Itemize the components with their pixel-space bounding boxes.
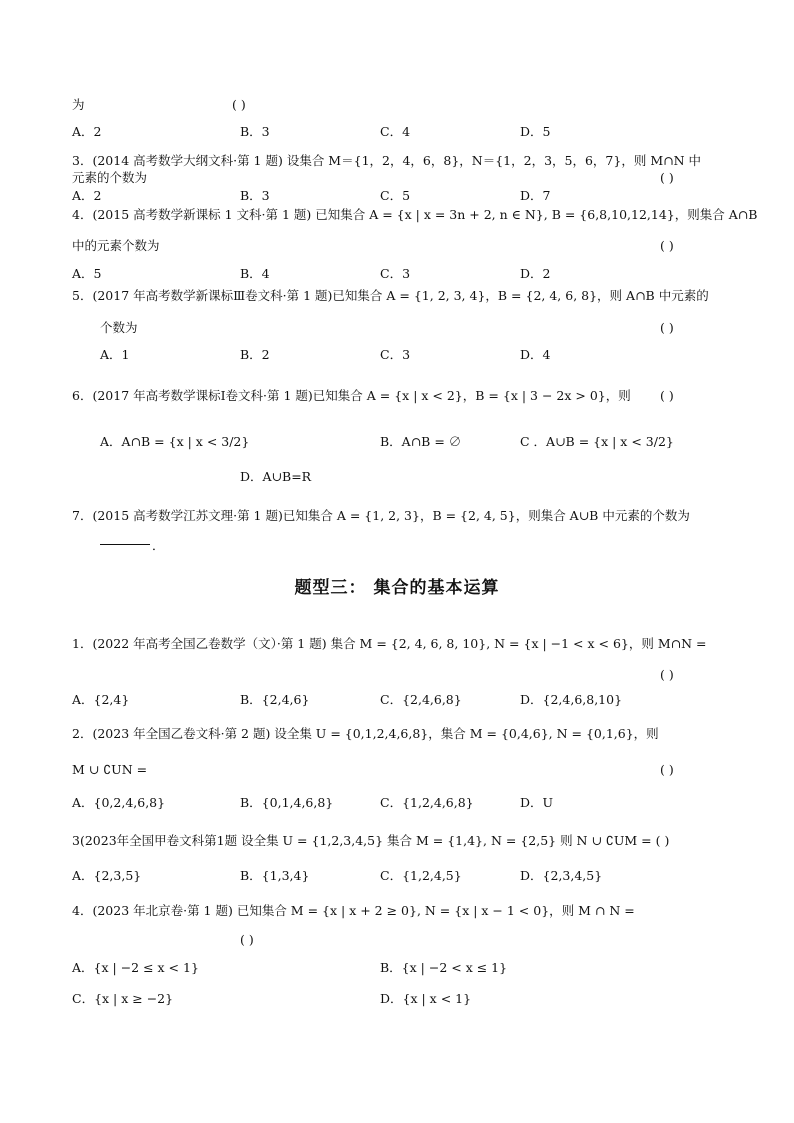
question-3: 3．(2014 高考数学大纲文科·第 1 题) 设集合 M＝{1，2，4，6，8}，N＝{1，2，3，5，6，7}，则 M∩N 中	[72, 153, 701, 168]
question-3-cont: 元素的个数为	[72, 170, 148, 185]
option-c: C．3	[380, 347, 411, 362]
answer-paren: ( )	[660, 170, 674, 185]
option-b: B．{1,3,4}	[240, 868, 310, 883]
option-b: B．{2,4,6}	[240, 692, 310, 707]
option-d: D．5	[520, 124, 551, 139]
option-c: C ．A∪B = {x | x < 3/2}	[520, 434, 674, 449]
option-a: A．1	[100, 347, 130, 362]
option-c: C．{2,4,6,8}	[380, 692, 462, 707]
question-3: 3(2023年全国甲卷文科第1题 设全集 U = {1,2,3,4,5} 集合 M = {1,4}, N = {2,5} 则 N ∪ ∁UM = ( )	[72, 833, 670, 848]
answer-paren: ( )	[660, 238, 674, 253]
section-title: 题型三： 集合的基本运算	[294, 578, 500, 598]
question-4-cont: 中的元素个数为	[72, 238, 160, 253]
option-a: A．{2,4}	[72, 692, 130, 707]
question-text: 为	[72, 97, 85, 112]
option-c: C．{1,2,4,6,8}	[380, 795, 474, 810]
fill-in-blank	[100, 543, 150, 545]
question-5-cont: 个数为	[100, 320, 138, 335]
option-c: C．3	[380, 266, 411, 281]
option-a: A．{x | −2 ≤ x < 1}	[72, 960, 199, 975]
option-a: A．{2,3,5}	[72, 868, 142, 883]
option-c: C．{1,2,4,5}	[380, 868, 462, 883]
question-6: 6．(2017 年高考数学课标Ⅰ卷文科·第 1 题)已知集合 A = {x | x < 2}，B = {x | 3 − 2x > 0}，则	[72, 388, 631, 403]
answer-paren: ( )	[660, 388, 674, 403]
option-d: D．U	[520, 795, 554, 810]
option-c: C．{x | x ≥ −2}	[72, 991, 174, 1006]
option-a: A．2	[72, 188, 102, 203]
question-2: 2．(2023 年全国乙卷文科·第 2 题) 设全集 U = {0,1,2,4,6,8}，集合 M = {0,4,6}, N = {0,1,6}，则	[72, 726, 659, 741]
option-a: A．5	[72, 266, 102, 281]
question-5: 5．(2017 年高考数学新课标Ⅲ卷文科·第 1 题)已知集合 A = {1, 2, 3, 4}，B = {2, 4, 6, 8}，则 A∩B 中元素的	[72, 288, 709, 303]
answer-paren: ( )	[240, 932, 254, 947]
sentence-end: ．	[152, 538, 165, 553]
question-2-cont: M ∪ ∁UN =	[72, 762, 148, 777]
question-4: 4．(2015 高考数学新课标 1 文科·第 1 题) 已知集合 A = {x | x = 3n + 2, n ∈ N}, B = {6,8,10,12,14}，则集合 A∩B	[72, 207, 758, 222]
option-b: B．A∩B = ∅	[380, 434, 462, 449]
option-d: D．A∪B=R	[240, 469, 312, 484]
answer-paren: ( )	[660, 762, 674, 777]
option-c: C．4	[380, 124, 411, 139]
option-d: D．4	[520, 347, 551, 362]
option-b: B．4	[240, 266, 270, 281]
answer-paren: ( )	[232, 97, 246, 112]
option-b: B．3	[240, 188, 270, 203]
question-1: 1．(2022 年高考全国乙卷数学（文）·第 1 题) 集合 M = {2, 4, 6, 8, 10}, N = {x | −1 < x < 6}，则 M∩N =	[72, 636, 707, 651]
option-a: A．2	[72, 124, 102, 139]
option-d: D．2	[520, 266, 551, 281]
option-a: A．{0,2,4,6,8}	[72, 795, 166, 810]
option-c: C．5	[380, 188, 411, 203]
option-b: B．3	[240, 124, 270, 139]
option-d: D．{2,3,4,5}	[520, 868, 603, 883]
answer-paren: ( )	[660, 667, 674, 682]
option-d: D．7	[520, 188, 551, 203]
question-4: 4．(2023 年北京卷·第 1 题) 已知集合 M = {x | x + 2 ≥ 0}, N = {x | x − 1 < 0}，则 M ∩ N =	[72, 903, 635, 918]
option-b: B．{0,1,4,6,8}	[240, 795, 334, 810]
option-d: D．{2,4,6,8,10}	[520, 692, 623, 707]
answer-paren: ( )	[660, 320, 674, 335]
question-7: 7．(2015 高考数学江苏文理·第 1 题)已知集合 A = {1, 2, 3}，B = {2, 4, 5}，则集合 A∪B 中元素的个数为	[72, 508, 690, 523]
option-b: B．2	[240, 347, 270, 362]
option-d: D．{x | x < 1}	[380, 991, 472, 1006]
option-b: B．{x | −2 < x ≤ 1}	[380, 960, 508, 975]
option-a: A．A∩B = {x | x < 3/2}	[100, 434, 250, 449]
